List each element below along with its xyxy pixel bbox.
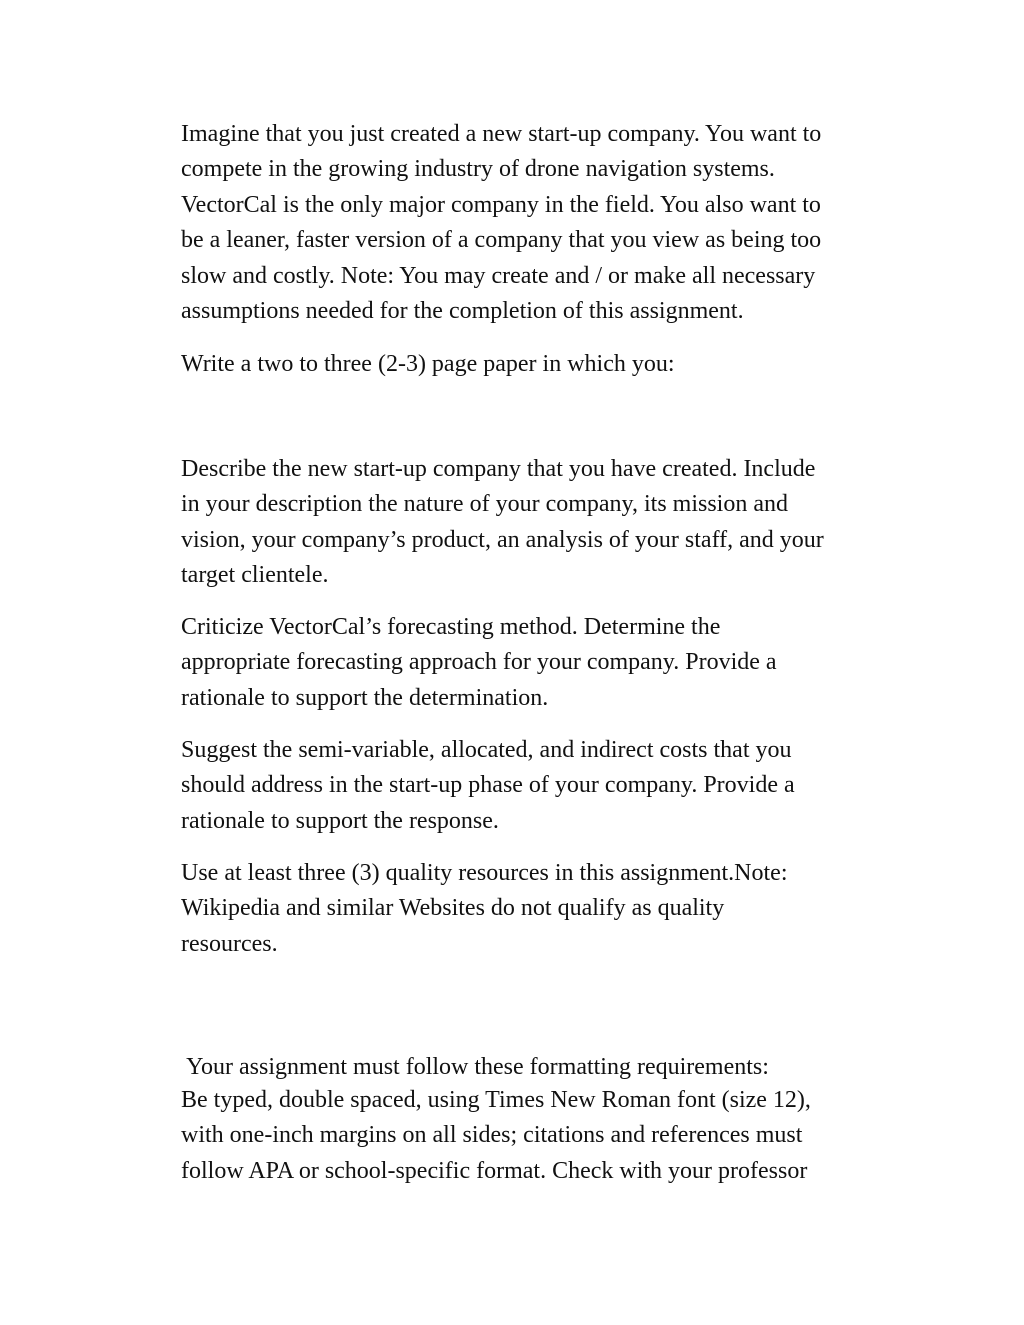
text-line: appropriate forecasting approach for your company. Provide a bbox=[181, 649, 777, 676]
text-line: Suggest the semi-variable, allocated, and indirect costs that you bbox=[181, 737, 792, 763]
text-line: follow APA or school-specific format. Check with your professor bbox=[181, 1157, 808, 1184]
paragraph-task-intro bbox=[181, 347, 921, 382]
text-line: rationale to support the determination. bbox=[181, 684, 549, 711]
text-line: VectorCal is the only major company in the field. You also want to bbox=[181, 191, 821, 218]
text-line: be a leaner, faster version of a company that you view as being too bbox=[181, 227, 822, 254]
text-line: in your description the nature of your company, its mission and bbox=[181, 491, 788, 518]
text-line: Describe the new start-up company that you have created. Include bbox=[181, 456, 816, 482]
paragraph-describe bbox=[181, 452, 921, 594]
text-line: Imagine that you just created a new start-up company. You want to bbox=[181, 121, 822, 147]
text-line: Be typed, double spaced, using Times New Roman font (size 12), bbox=[181, 1087, 811, 1113]
paragraph-suggest bbox=[181, 733, 921, 839]
text-line: assumptions needed for the completion of this assignment. bbox=[181, 298, 744, 325]
text-line: compete in the growing industry of drone navigation systems. bbox=[181, 156, 775, 183]
text-line: Criticize VectorCal’s forecasting method. Determine the bbox=[181, 614, 721, 640]
text-line: with one-inch margins on all sides; citations and references must bbox=[181, 1122, 803, 1149]
text-line: Your assignment must follow these formatting requirements: bbox=[181, 1053, 769, 1080]
paragraph-resources bbox=[181, 856, 921, 962]
text-line: Write a two to three (2-3) page paper in which you: bbox=[181, 351, 675, 377]
text-line: resources. bbox=[181, 930, 278, 957]
text-line: vision, your company’s product, an analysis of your staff, and your bbox=[181, 526, 824, 553]
paragraph-formatting-rules bbox=[181, 1083, 921, 1189]
paragraph-criticize bbox=[181, 610, 921, 716]
text-line: Wikipedia and similar Websites do not qualify as quality bbox=[181, 895, 725, 922]
text-line: target clientele. bbox=[181, 562, 329, 589]
text-line: rationale to support the response. bbox=[181, 807, 499, 834]
text-line: slow and costly. Note: You may create and / or make all necessary bbox=[181, 262, 816, 289]
paragraph-intro bbox=[181, 117, 921, 329]
text-line: should address in the start-up phase of your company. Provide a bbox=[181, 772, 795, 799]
text-line: Use at least three (3) quality resources in this assignment.Note: bbox=[181, 860, 788, 886]
